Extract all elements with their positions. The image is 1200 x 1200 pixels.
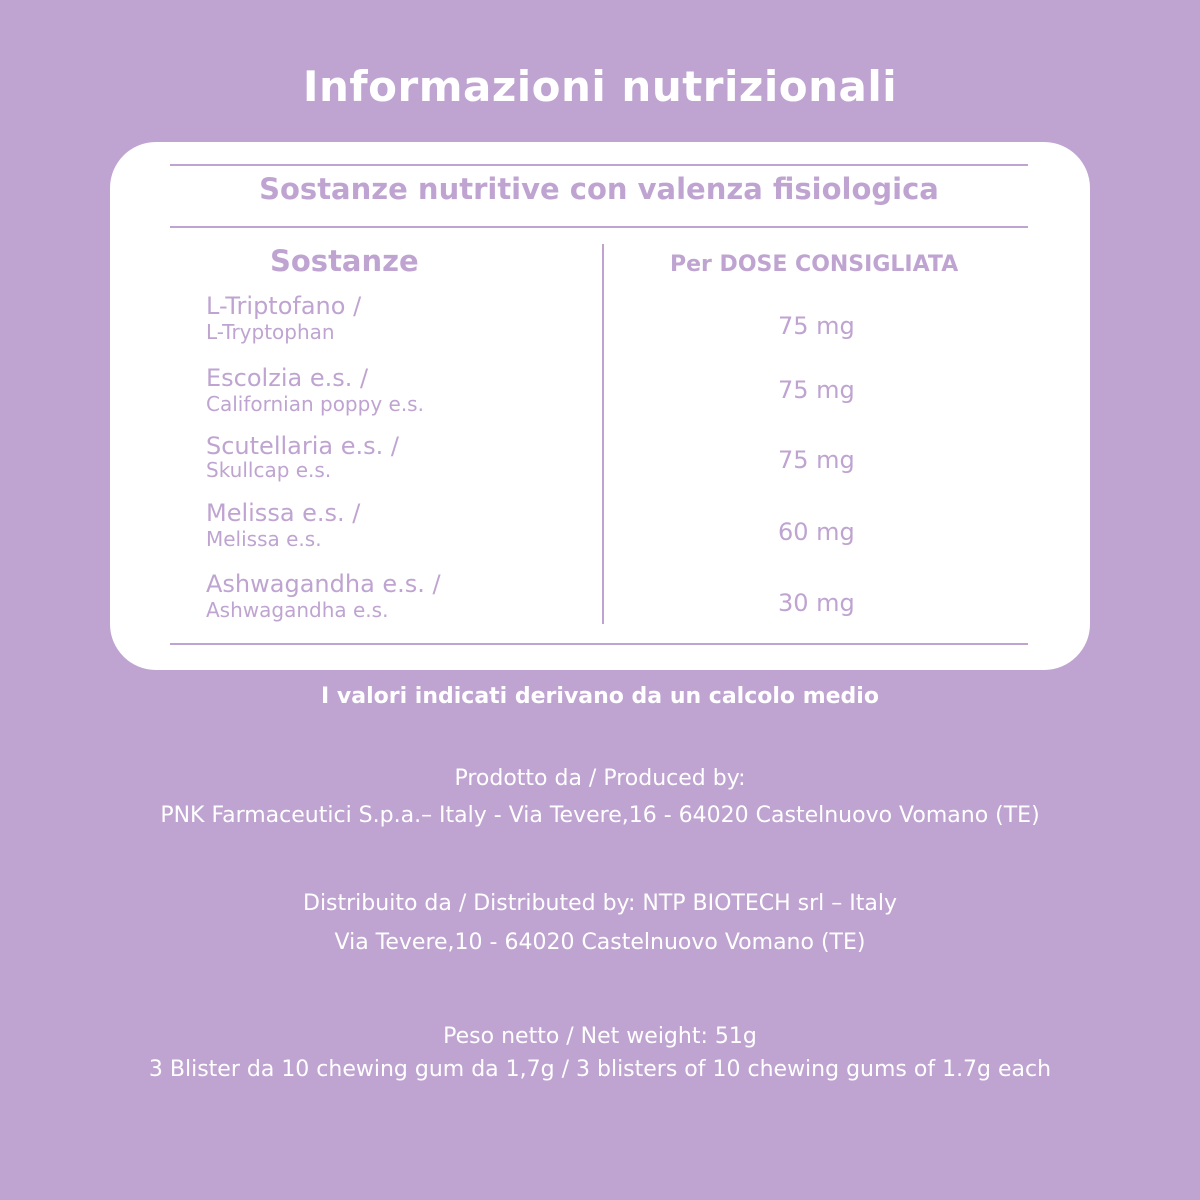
table-row-name — [206, 432, 399, 480]
table-row-value: 75 mg — [778, 312, 855, 340]
table-row-name — [206, 499, 360, 551]
packaging-info: 3 Blister da 10 chewing gum da 1,7g / 3 blisters of 10 chewing gums of 1.7g each — [148, 1057, 1052, 1082]
substance-en: Skullcap e.s. — [206, 458, 332, 482]
substance-it: Scutellaria e.s. / — [206, 432, 399, 460]
table-top-rule — [170, 164, 1028, 166]
table-footnote: I valori indicati derivano da un calcolo medio — [321, 684, 879, 709]
substance-en: L-Tryptophan — [206, 320, 335, 344]
table-row-name — [206, 570, 441, 622]
table-row-value: 30 mg — [778, 589, 855, 617]
substance-en: Melissa e.s. — [206, 527, 322, 551]
producer-address: PNK Farmaceutici S.p.a.– Italy - Via Tevere,16 - 64020 Castelnuovo Vomano (TE) — [160, 803, 1040, 828]
substance-en: Californian poppy e.s. — [206, 392, 424, 416]
table-subtitle: Sostanze nutritive con valenza fisiologica — [259, 172, 939, 206]
column-header-dose: Per DOSE CONSIGLIATA — [670, 252, 959, 277]
substance-en: Ashwagandha e.s. — [206, 598, 389, 622]
substance-it: Ashwagandha e.s. / — [206, 570, 441, 598]
substance-it: Escolzia e.s. / — [206, 364, 369, 392]
distributor-address: Via Tevere,10 - 64020 Castelnuovo Vomano (TE) — [334, 930, 866, 955]
page-title: Informazioni nutrizionali — [302, 62, 898, 111]
table-row-name — [206, 364, 424, 416]
table-row-value: 75 mg — [778, 446, 855, 474]
table-bottom-rule — [170, 643, 1028, 645]
net-weight: Peso netto / Net weight: 51g — [443, 1024, 757, 1049]
producer-label: Prodotto da / Produced by: — [454, 766, 746, 791]
table-header-rule — [170, 226, 1028, 228]
nutrition-table-card — [110, 142, 1090, 670]
distributor-label: Distribuito da / Distributed by: NTP BIOTECH srl – Italy — [303, 891, 897, 916]
substance-it: L-Triptofano / — [206, 292, 362, 320]
column-divider — [602, 244, 604, 624]
substance-it: Melissa e.s. / — [206, 499, 361, 527]
table-row-value: 75 mg — [778, 376, 855, 404]
table-row-value: 60 mg — [778, 518, 855, 546]
column-header-substances: Sostanze — [270, 244, 419, 278]
table-row-name — [206, 292, 361, 344]
